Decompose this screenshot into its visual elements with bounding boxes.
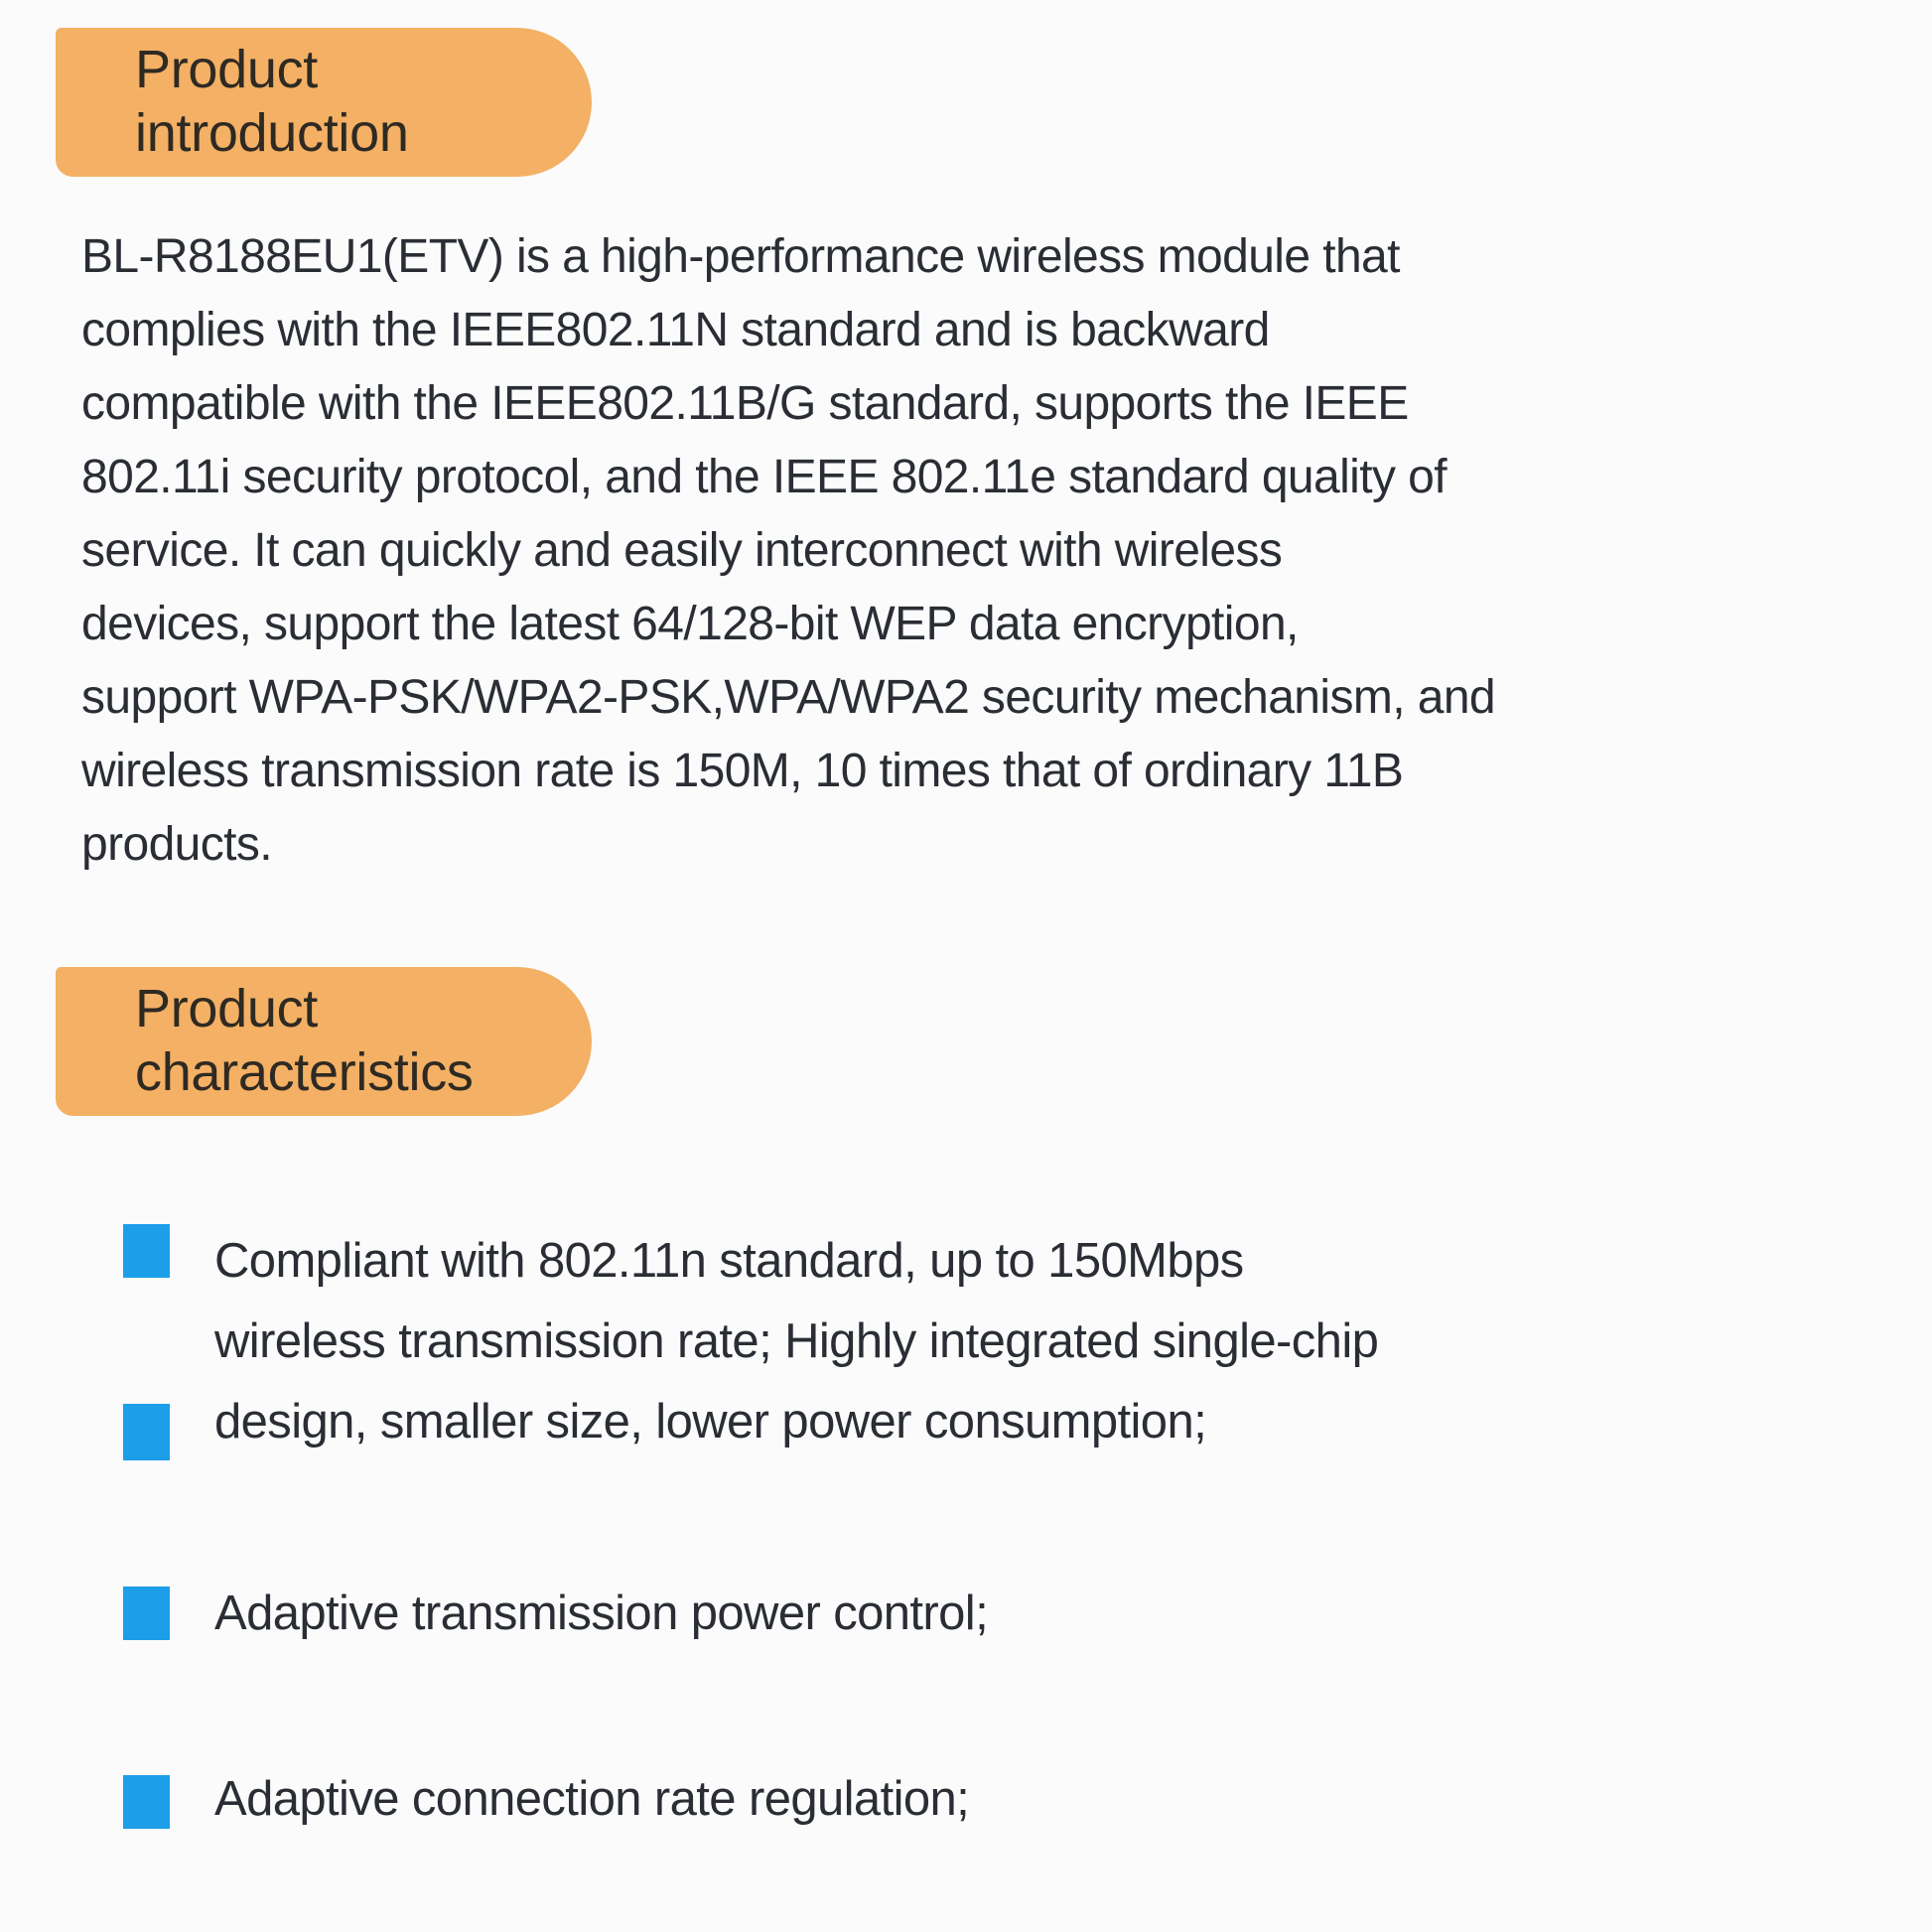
paragraph-line: wireless transmission rate is 150M, 10 times that of ordinary 11B xyxy=(81,745,1404,797)
bullet-square-icon xyxy=(123,1775,170,1829)
bullet-item xyxy=(214,1766,969,1832)
paragraph-line: products. xyxy=(81,818,273,871)
badge-label-line: Product xyxy=(135,40,318,99)
bullet-line: Compliant with 802.11n standard, up to 150Mbps xyxy=(214,1234,1244,1288)
badge-label-line: introduction xyxy=(135,103,409,163)
product-introduction-badge xyxy=(56,28,592,177)
bullet-item xyxy=(214,1581,988,1646)
paragraph-line: complies with the IEEE802.11N standard and is backward xyxy=(81,304,1270,356)
bullet-line: Adaptive transmission power control; xyxy=(214,1587,989,1640)
badge-label-line: Product xyxy=(135,979,318,1038)
product-characteristics-badge xyxy=(56,967,592,1116)
intro-paragraph xyxy=(81,220,1495,882)
bullet-square-icon xyxy=(123,1224,170,1278)
paragraph-line: service. It can quickly and easily interconnect with wireless xyxy=(81,524,1283,577)
bullet-line: design, smaller size, lower power consumption; xyxy=(214,1395,1207,1449)
bullet-square-icon xyxy=(123,1404,170,1460)
badge-label-line: characteristics xyxy=(135,1042,474,1102)
paragraph-line: compatible with the IEEE802.11B/G standard, supports the IEEE xyxy=(81,377,1409,430)
paragraph-line: BL-R8188EU1(ETV) is a high-performance wireless module that xyxy=(81,230,1400,283)
paragraph-line: devices, support the latest 64/128-bit WEP data encryption, xyxy=(81,598,1299,650)
bullet-line: wireless transmission rate; Highly integrated single-chip xyxy=(214,1314,1379,1368)
paragraph-line: 802.11i security protocol, and the IEEE 802.11e standard quality of xyxy=(81,451,1447,503)
bullet-square-icon xyxy=(123,1587,170,1640)
bullet-item xyxy=(214,1221,1378,1462)
paragraph-line: support WPA-PSK/WPA2-PSK,WPA/WPA2 security mechanism, and xyxy=(81,671,1496,724)
bullet-line: Adaptive connection rate regulation; xyxy=(214,1772,970,1826)
